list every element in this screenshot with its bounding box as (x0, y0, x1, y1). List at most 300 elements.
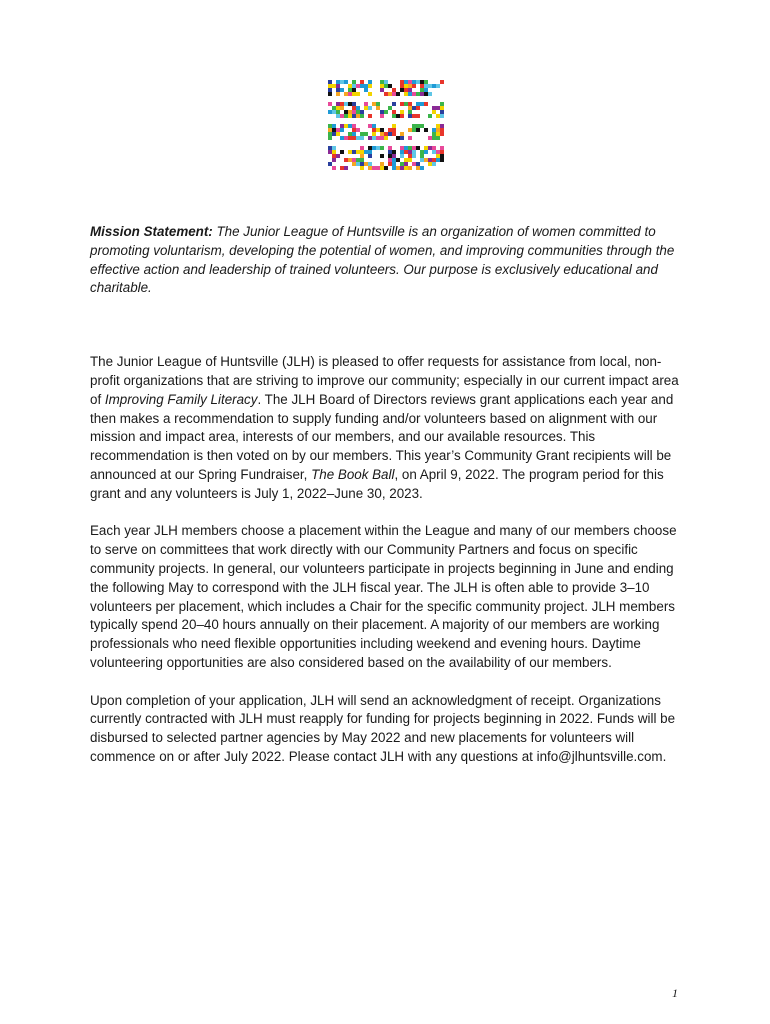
logo-pixel (356, 128, 360, 132)
logo-pixel (432, 158, 436, 162)
logo-pixel (328, 150, 332, 154)
logo-pixel (332, 132, 336, 136)
logo-pixel (412, 150, 416, 154)
logo-pixel (328, 110, 332, 114)
logo-pixel (336, 154, 340, 158)
logo-pixel (332, 154, 336, 158)
logo-pixel (356, 114, 360, 118)
logo-pixel (408, 154, 412, 158)
logo-pixel (424, 158, 428, 162)
logo-pixel (348, 102, 352, 106)
logo-pixel (352, 150, 356, 154)
logo-pixel (428, 92, 432, 96)
logo-pixel (340, 80, 344, 84)
logo-pixel (384, 136, 388, 140)
paragraph-application: Upon completion of your application, JLH will send an acknowledgment of receipt. Organizations currently contracted with JLH must reapply for funding for projects beginning in 2022. Funds will be disbursed to selected partner agencies by May 2022 and new placements for volunteers will commence on or after July 2022. Please contact JLH with any questions at info@jlhuntsville.com. (90, 692, 676, 764)
logo-pixel (344, 110, 348, 114)
logo-pixel (368, 146, 372, 150)
logo-pixel (384, 80, 388, 84)
logo-pixel (336, 102, 340, 106)
logo-pixel (380, 110, 384, 114)
logo-pixel (352, 84, 356, 88)
logo-pixel (396, 114, 400, 118)
logo-pixel (400, 136, 404, 140)
logo-pixel (420, 166, 424, 170)
logo-pixel (380, 166, 384, 170)
logo-pixel (352, 110, 356, 114)
logo-pixel (392, 158, 396, 162)
logo-pixel (432, 150, 436, 154)
logo-pixel (416, 92, 420, 96)
logo-pixel (348, 158, 352, 162)
logo-pixel (412, 80, 416, 84)
logo-pixel (416, 114, 420, 118)
logo-pixel (388, 106, 392, 110)
logo-pixel (368, 154, 372, 158)
logo-pixel (360, 114, 364, 118)
logo-pixel (328, 128, 332, 132)
logo-pixel (436, 114, 440, 118)
logo-pixel (412, 114, 416, 118)
logo-pixel (388, 84, 392, 88)
logo-pixel (348, 136, 352, 140)
logo-pixel (388, 128, 392, 132)
logo-pixel (376, 166, 380, 170)
logo-pixel (420, 88, 424, 92)
logo-pixel (368, 136, 372, 140)
logo-pixel (380, 154, 384, 158)
logo-pixel (364, 150, 368, 154)
logo-pixel (428, 114, 432, 118)
logo-pixel (344, 80, 348, 84)
logo-pixel (392, 88, 396, 92)
logo-pixel (356, 84, 360, 88)
logo-pixel (400, 166, 404, 170)
logo-pixel (440, 110, 444, 114)
logo-pixel (392, 162, 396, 166)
logo-pixel (400, 84, 404, 88)
logo-pixel (352, 106, 356, 110)
logo-pixel (416, 124, 420, 128)
logo-pixel (384, 84, 388, 88)
logo-pixel (332, 110, 336, 114)
logo-pixel (436, 84, 440, 88)
logo-pixel (400, 88, 404, 92)
logo-pixel (380, 146, 384, 150)
logo-pixel (436, 124, 440, 128)
logo-pixel (364, 84, 368, 88)
logo-pixel (360, 158, 364, 162)
logo-pixel (428, 162, 432, 166)
logo-pixel (360, 84, 364, 88)
logo-pixel (364, 106, 368, 110)
logo-pixel (440, 102, 444, 106)
logo-pixel (356, 136, 360, 140)
logo-pixel (392, 166, 396, 170)
logo-pixel (348, 88, 352, 92)
logo-pixel (328, 136, 332, 140)
logo-pixel (348, 92, 352, 96)
logo-pixel (416, 106, 420, 110)
logo-pixel (360, 162, 364, 166)
logo-pixel (368, 80, 372, 84)
logo-pixel (348, 132, 352, 136)
logo-pixel (344, 114, 348, 118)
logo-pixel (408, 146, 412, 150)
logo-pixel (428, 158, 432, 162)
logo-pixel (328, 124, 332, 128)
logo-pixel (328, 162, 332, 166)
logo-pixel (344, 92, 348, 96)
logo-pixel (384, 132, 388, 136)
logo-pixel (348, 150, 352, 154)
logo-pixel (380, 80, 384, 84)
logo-pixel (352, 158, 356, 162)
logo-pixel (380, 128, 384, 132)
logo-pixel (400, 162, 404, 166)
logo-pixel (380, 136, 384, 140)
logo-pixel (416, 80, 420, 84)
logo-pixel (392, 128, 396, 132)
logo-pixel (428, 136, 432, 140)
logo-pixel (328, 84, 332, 88)
logo-pixel (400, 114, 404, 118)
logo-pixel (332, 124, 336, 128)
logo-pixel (440, 114, 444, 118)
logo-pixel (368, 162, 372, 166)
logo-pixel (372, 136, 376, 140)
logo-pixel (436, 132, 440, 136)
logo-pixel (392, 124, 396, 128)
logo-pixel (424, 150, 428, 154)
logo-pixel (408, 150, 412, 154)
page-number: 1 (672, 986, 678, 1000)
logo-pixel (352, 136, 356, 140)
logo-pixel (356, 110, 360, 114)
logo-pixel (416, 162, 420, 166)
logo-pixel (400, 150, 404, 154)
fundraiser-name: The Book Ball (311, 466, 395, 482)
logo-pixel (412, 84, 416, 88)
logo-pixel (436, 136, 440, 140)
jlh-logo (328, 80, 444, 172)
logo-pixel (440, 124, 444, 128)
logo-pixel (344, 124, 348, 128)
logo-pixel (424, 128, 428, 132)
logo-pixel (332, 146, 336, 150)
logo-pixel (408, 110, 412, 114)
logo-pixel (392, 102, 396, 106)
logo-pixel (360, 80, 364, 84)
logo-pixel (376, 146, 380, 150)
logo-pixel (336, 128, 340, 132)
logo-pixel (428, 84, 432, 88)
logo-pixel (368, 114, 372, 118)
logo-pixel (396, 158, 400, 162)
logo-pixel (332, 84, 336, 88)
logo-pixel (420, 80, 424, 84)
logo-pixel (420, 92, 424, 96)
logo-pixel (400, 154, 404, 158)
logo-pixel (404, 150, 408, 154)
logo-pixel (340, 128, 344, 132)
logo-pixel (388, 132, 392, 136)
logo-pixel (408, 106, 412, 110)
logo-pixel (332, 166, 336, 170)
logo-pixel (336, 84, 340, 88)
logo-pixel (328, 102, 332, 106)
logo-pixel (408, 80, 412, 84)
logo-pixel (436, 158, 440, 162)
logo-pixel (372, 132, 376, 136)
logo-pixel (328, 80, 332, 84)
logo-pixel (420, 102, 424, 106)
logo-pixel (348, 124, 352, 128)
document-body (90, 223, 682, 767)
logo-pixel (376, 102, 380, 106)
logo-pixel (420, 154, 424, 158)
logo-pixel (412, 154, 416, 158)
logo-pixel (368, 84, 372, 88)
logo-pixel (416, 166, 420, 170)
logo-pixel (380, 114, 384, 118)
logo-pixel (388, 154, 392, 158)
logo-pixel (328, 88, 332, 92)
logo-pixel (416, 146, 420, 150)
logo-pixel (440, 158, 444, 162)
logo-pixel (364, 132, 368, 136)
logo-pixel (380, 162, 384, 166)
logo-pixel (408, 128, 412, 132)
logo-pixel (424, 88, 428, 92)
logo-pixel (424, 84, 428, 88)
logo-pixel (404, 166, 408, 170)
logo-pixel (420, 150, 424, 154)
logo-pixel (400, 80, 404, 84)
logo-pixel (404, 146, 408, 150)
logo-pixel (360, 154, 364, 158)
paragraph-volunteers: Each year JLH members choose a placement within the League and many of our members choose to serve on committees that work directly with our Community Partners and focus on specific community projects. In general, our volunteers participate in projects beginning in June and ending the following May to correspond with the JLH fiscal year. The JLH is often able to provide 3–10 volunteers per placement, which includes a Chair for the specific community project. JLH members typically spend 20–40 hours annually on their placement. A majority of our members are working professionals who need flexible opportunities including weekend and evening hours. Daytime volunteering opportunities are also considered based on the availability of our members. (90, 523, 677, 670)
logo-pixel (412, 92, 416, 96)
logo-pixel (408, 166, 412, 170)
logo-pixel (360, 110, 364, 114)
logo-pixel (440, 150, 444, 154)
mission-label: Mission Statement: (90, 224, 213, 239)
logo-pixel (356, 106, 360, 110)
logo-pixel (424, 92, 428, 96)
logo-pixel (432, 106, 436, 110)
logo-pixel (392, 154, 396, 158)
logo-pixel (364, 162, 368, 166)
logo-pixel (432, 110, 436, 114)
logo-pixel (396, 166, 400, 170)
logo-pixel (408, 136, 412, 140)
logo-pixel (360, 150, 364, 154)
logo-pixel (432, 146, 436, 150)
logo-pixel (432, 136, 436, 140)
logo-pixel (416, 102, 420, 106)
logo-pixel (420, 158, 424, 162)
logo-pixel (392, 150, 396, 154)
logo-pixel (392, 92, 396, 96)
logo-pixel (372, 128, 376, 132)
logo-pixel (388, 92, 392, 96)
logo-pixel (388, 162, 392, 166)
logo-pixel (368, 106, 372, 110)
logo-pixel (404, 102, 408, 106)
logo-pixel (436, 150, 440, 154)
logo-pixel (392, 114, 396, 118)
logo-pixel (352, 128, 356, 132)
logo-pixel (440, 80, 444, 84)
logo-pixel (384, 166, 388, 170)
logo-pixel (352, 132, 356, 136)
logo-pixel (428, 146, 432, 150)
logo-pixel (360, 166, 364, 170)
logo-pixel (412, 146, 416, 150)
logo-pixel (436, 128, 440, 132)
logo-pixel (392, 132, 396, 136)
logo-pixel (340, 102, 344, 106)
logo-pixel (400, 132, 404, 136)
logo-pixel (336, 132, 340, 136)
logo-pixel (348, 110, 352, 114)
logo-pixel (432, 128, 436, 132)
logo-pixel (376, 128, 380, 132)
logo-pixel (440, 106, 444, 110)
logo-pixel (356, 162, 360, 166)
logo-pixel (360, 136, 364, 140)
logo-pixel (384, 92, 388, 96)
logo-pixel (336, 88, 340, 92)
logo-pixel (432, 84, 436, 88)
logo-pixel (348, 84, 352, 88)
logo-pixel (440, 128, 444, 132)
logo-pixel (360, 132, 364, 136)
logo-pixel (368, 150, 372, 154)
logo-pixel (400, 102, 404, 106)
logo-pixel (420, 84, 424, 88)
logo-pixel (352, 92, 356, 96)
logo-pixel (408, 114, 412, 118)
mission-text: The Junior League of Huntsville is an organization of women committed to promoting voluntarism, developing the potential of women, and improving communities through the effective action and leadership of trained volunteers. Our purpose is exclusively educational and charitable. (90, 224, 675, 296)
logo-pixel (440, 132, 444, 136)
logo-pixel (348, 114, 352, 118)
logo-pixel (328, 132, 332, 136)
logo-pixel (372, 166, 376, 170)
logo-pixel (440, 146, 444, 150)
logo-pixel (340, 124, 344, 128)
logo-pixel (388, 146, 392, 150)
logo-pixel (404, 158, 408, 162)
logo-pixel (352, 114, 356, 118)
logo-pixel (340, 106, 344, 110)
logo-pixel (372, 102, 376, 106)
logo-pixel (352, 102, 356, 106)
logo-pixel (340, 114, 344, 118)
logo-pixel (380, 88, 384, 92)
logo-pixel (396, 136, 400, 140)
logo-pixel (336, 114, 340, 118)
logo-pixel (384, 110, 388, 114)
logo-pixel (408, 84, 412, 88)
logo-pixel (336, 110, 340, 114)
logo-pixel (388, 158, 392, 162)
logo-pixel (336, 80, 340, 84)
logo-pixel (408, 158, 412, 162)
para1-text-a: The Junior League of Huntsville (JLH) is pleased to offer requests for assistance from local, non-profit organizations that are striving to improve our community; especially in our current impact area of (90, 354, 679, 407)
logo-pixel (352, 80, 356, 84)
logo-pixel (336, 106, 340, 110)
logo-pixel (424, 102, 428, 106)
logo-pixel (356, 150, 360, 154)
logo-pixel (404, 88, 408, 92)
logo-pixel (372, 124, 376, 128)
logo-pixel (344, 102, 348, 106)
logo-pixel (380, 84, 384, 88)
logo-pixel (360, 146, 364, 150)
mission-statement (90, 223, 682, 298)
logo-pixel (372, 146, 376, 150)
logo-pixel (352, 124, 356, 128)
logo-pixel (404, 80, 408, 84)
logo-pixel (420, 124, 424, 128)
logo-pixel (336, 92, 340, 96)
logo-pixel (344, 158, 348, 162)
logo-pixel (412, 124, 416, 128)
logo-pixel (356, 92, 360, 96)
logo-pixel (332, 150, 336, 154)
logo-pixel (380, 132, 384, 136)
logo-pixel (400, 110, 404, 114)
logo-pixel (368, 92, 372, 96)
paragraph-grant-intro (90, 353, 682, 503)
para1-text-c: . The JLH Board of Directors reviews grant applications each year and then makes a recommendation to supply funding and/or volunteers based on alignment with our mission and impact area, interests of our members, and our available resources. This recommendation is then voted on by our members. This year’s Community Grant recipients will be announced at our Spring Fundraiser, (90, 391, 674, 482)
logo-pixel (432, 162, 436, 166)
logo-pixel (376, 106, 380, 110)
logo-pixel (340, 88, 344, 92)
logo-pixel (352, 88, 356, 92)
logo-pixel (356, 158, 360, 162)
logo-pixel (328, 92, 332, 96)
logo-pixel (404, 84, 408, 88)
logo-pixel (368, 166, 372, 170)
logo-pixel (396, 92, 400, 96)
logo-pixel (376, 136, 380, 140)
logo-pixel (440, 154, 444, 158)
logo-pixel (368, 124, 372, 128)
logo-pixel (424, 146, 428, 150)
logo-pixel (332, 106, 336, 110)
logo-pixel (328, 146, 332, 150)
logo-pixel (436, 106, 440, 110)
logo-pixel (400, 146, 404, 150)
logo-pixel (392, 110, 396, 114)
logo-pixel (408, 102, 412, 106)
logo-pixel (408, 88, 412, 92)
logo-pixel (408, 92, 412, 96)
logo-pixel (364, 102, 368, 106)
logo-pixel (432, 132, 436, 136)
impact-area: Improving Family Literacy (104, 391, 258, 407)
logo-pixel (436, 154, 440, 158)
para1-text-e: , on April 9, 2022. The program period for this grant and any volunteers is July 1, 2022–June 30, 2023. (90, 466, 664, 501)
logo-pixel (424, 80, 428, 84)
logo-pixel (364, 88, 368, 92)
logo-pixel (388, 150, 392, 154)
logo-pixel (404, 92, 408, 96)
logo-pixel (340, 166, 344, 170)
